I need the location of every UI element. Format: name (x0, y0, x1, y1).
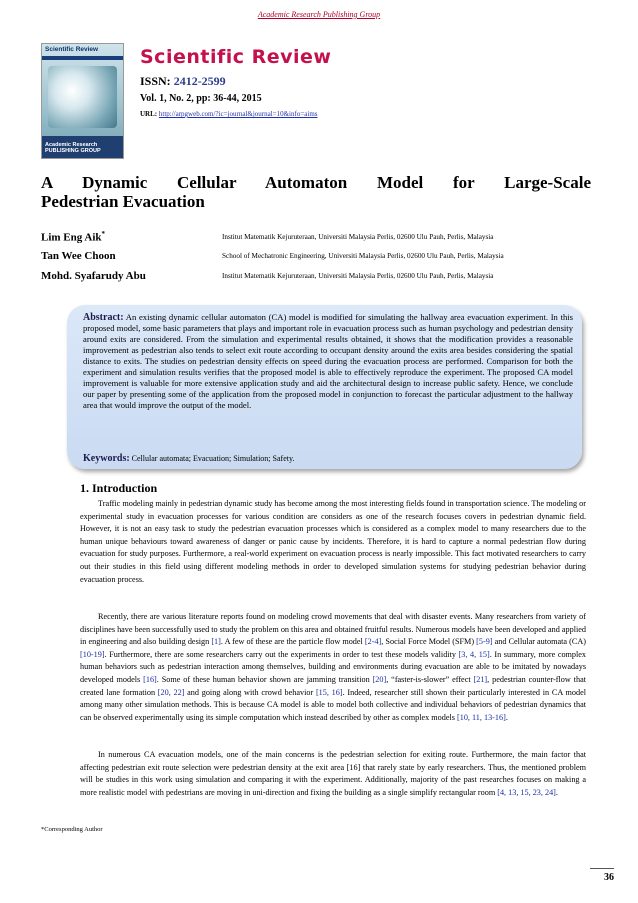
paragraph-text: and going along with crowd behavior (184, 687, 316, 697)
publisher-header[interactable]: Academic Research Publishing Group (257, 10, 381, 19)
author-1-name: Lim Eng Aik (41, 231, 102, 244)
journal-cover-image (41, 43, 124, 159)
paragraph-text: . Some of these human behavior shown are jamming transition (156, 674, 373, 684)
paragraph-text: , Social Force Model (SFM) (381, 637, 477, 647)
author-2-affiliation: School of Mechatronic Engineering, Universiti Malaysia Perlis, 02600 Ulu Pauh, Perlis, Malaysia (222, 252, 504, 260)
page-number-rule (590, 868, 614, 869)
author-3-affiliation: Institut Matematik Kejuruteraan, Universiti Malaysia Perlis, 02600 Ulu Pauh, Perlis, Malaysia (222, 272, 494, 280)
cover-band (42, 56, 123, 60)
paragraph-text: Recently, there are various literature reports found on modeling crowd movements that deal with disaster events. Many researchers from variety of disciplines have been successfully used to study the problem on this area and obtained fruitful results. Numerous models have been developed and applied in engineering and also building design (80, 612, 586, 647)
intro-paragraph-1 (80, 498, 586, 586)
paragraph-text: . Furthermore, there are some researchers carry out the experiments in order to test these models validity (104, 649, 459, 659)
citation-link[interactable]: [10-19] (80, 649, 105, 659)
author-2-name: Tan Wee Choon (41, 250, 116, 262)
citation-link[interactable]: [5-9] (476, 637, 493, 647)
paragraph-text: . Indeed, researcher still shown their particularly interested in CA model among many other simulation methods. This is because CA model is able to model both collective and individual behaviors of pedestrian dynamics that can be observed experimentally using its simple computation which instead described by other as complex models (80, 687, 586, 722)
journal-volume: Vol. 1, No. 2, pp: 36-44, 2015 (140, 93, 262, 104)
author-3 (41, 270, 146, 282)
paragraph-text: and Cellular automata (CA) (492, 637, 586, 647)
citation-link[interactable]: [4, 13, 15, 23, 24] (497, 787, 556, 797)
citation-link[interactable]: [21] (473, 674, 488, 684)
cover-logo-line1: Academic Research (45, 142, 98, 148)
paper-title (41, 173, 591, 211)
paragraph-text: . In summary, more complex human behaviors such as pedestrian interaction among themselves, building and environments during evacuation are able to be imitated by nowadays developed models (80, 649, 587, 684)
author-1-mark: * (101, 230, 106, 238)
citation-link[interactable]: [20, 22] (157, 687, 185, 697)
citation-link[interactable]: [10, 11, 13-16] (457, 712, 506, 722)
intro-paragraph-1-body (80, 499, 586, 584)
author-1 (41, 230, 105, 244)
intro-paragraph-2-body (80, 612, 586, 722)
keywords (83, 453, 573, 464)
citation-link[interactable]: [1] (211, 637, 221, 647)
citation-link[interactable]: [16] (143, 674, 157, 684)
abstract-label: Abstract: (83, 312, 124, 323)
abstract-body: An existing dynamic cellular automaton (CA) model is modified for simulating the hallway area evacuation experiment. In this proposed model, some basic parameters that plays and important role in evacuation process such as human psychology and pedestrian density around exits are considered. From the simulation and experimental results obtained, it shows that the modification provides a reasonable improvement as pedestrian also tends to select exit route according to occupant density around the exits area besides considering the spatial distance to exits. The studies on pedestrian density effects on speed during the evacuation process are performed. Comparison for both the experiment and simulation results verifies that the proposed model is able to effectively reproduce the experiment. The proposed CA model improvement is valuable for more extensive application study and aid the architectural design to increase public safety. Hence, we conclude our paper by presenting some of the application from the proposed model in conjunction to forecast the particular adjustment to the hallway area that would improve the output of the model. (83, 312, 573, 410)
paragraph-text: , pedestrian counter-flow that created lane formation (80, 674, 586, 697)
paragraph-text: Traffic modeling mainly in pedestrian dynamic study has become among the most interesting fields found in transportation science. The modeling or experimental study in evacuation processes for various condition are considers as one of the research focuses covers in pedestrian dynamic field. However, it is not an easy task to study the pedestrian evacuation processes which is considered as a complex model to many researchers due to the human unique behaviours toward awareness of danger or panic cause by incidents. Therefore, it is hard to capture a normal pedestrian flow during evacuation for study purposes. Furthermore, a real-world experiment on evacuation process is nearly impossible. This fact motivated researchers to carry out their studies in this field using different modeling methods in order to developed simulation systems for studying pedestrian behavior during evacuation process. (80, 499, 586, 584)
author-1-affiliation: Institut Matematik Kejuruteraan, Universiti Malaysia Perlis, 02600 Ulu Pauh, Perlis, Malaysia (222, 233, 494, 241)
issn-label: ISSN: (140, 74, 174, 88)
cover-title: Scientific Review (45, 46, 99, 53)
keywords-label: Keywords: (83, 453, 130, 464)
author-2 (41, 250, 116, 262)
cover-logo-line2: PUBLISHING GROUP (45, 148, 101, 154)
abstract-text (83, 312, 573, 411)
issn-value: 2412-2599 (173, 74, 226, 88)
paper-title-line2: Pedestrian Evacuation (41, 192, 205, 211)
paragraph-text: In numerous CA evacuation models, one of the main concerns is the pedestrian selection for exiting route. Furthermore, the main factor that affecting pedestrian exit route selection were pedestrian density at the exit area [16] that rarely state by early researchers. Thus, the mentioned problem will be studies in this work using simulation and comparing it with the experiment. Additionally, majority of the past researches focuses on making a more realistic model with pedestrians are moving in uni-direction and fixing the building as a single simplify rectangular room (80, 750, 586, 797)
author-3-name: Mohd. Syafarudy Abu (41, 270, 146, 282)
page-number: 36 (604, 872, 614, 883)
citation-link[interactable]: [20] (372, 674, 387, 684)
keywords-list: Cellular automata; Evacuation; Simulation; Safety. (131, 454, 295, 463)
citation-link[interactable]: [3, 4, 15] (458, 649, 490, 659)
journal-title: Scientific Review (140, 46, 332, 68)
journal-url (140, 110, 318, 118)
intro-paragraph-3 (80, 749, 586, 799)
citation-link[interactable]: [15, 16] (315, 687, 343, 697)
paragraph-text: . (505, 712, 508, 722)
journal-url-link[interactable]: http://arpgweb.com/?ic=journal&journal=10&info=aims (158, 110, 318, 118)
corresponding-author-footnote: *Corresponding Author (41, 826, 103, 833)
paragraph-text: , “faster-is-slower” effect (386, 674, 474, 684)
paragraph-text: . (555, 787, 558, 797)
paragraph-text: . A few of these are the particle flow model (220, 637, 365, 647)
citation-link[interactable]: [2-4] (364, 637, 382, 647)
section-heading-introduction: 1. Introduction (80, 481, 158, 495)
cover-publisher-logo (45, 142, 101, 154)
url-label: URL: (140, 110, 159, 118)
cover-scene (48, 66, 117, 128)
intro-paragraph-2 (80, 611, 586, 724)
intro-paragraph-3-body (80, 750, 586, 797)
journal-issn (140, 74, 226, 89)
paper-title-line1: A Dynamic Cellular Automaton Model for Large-Scale (41, 173, 591, 192)
